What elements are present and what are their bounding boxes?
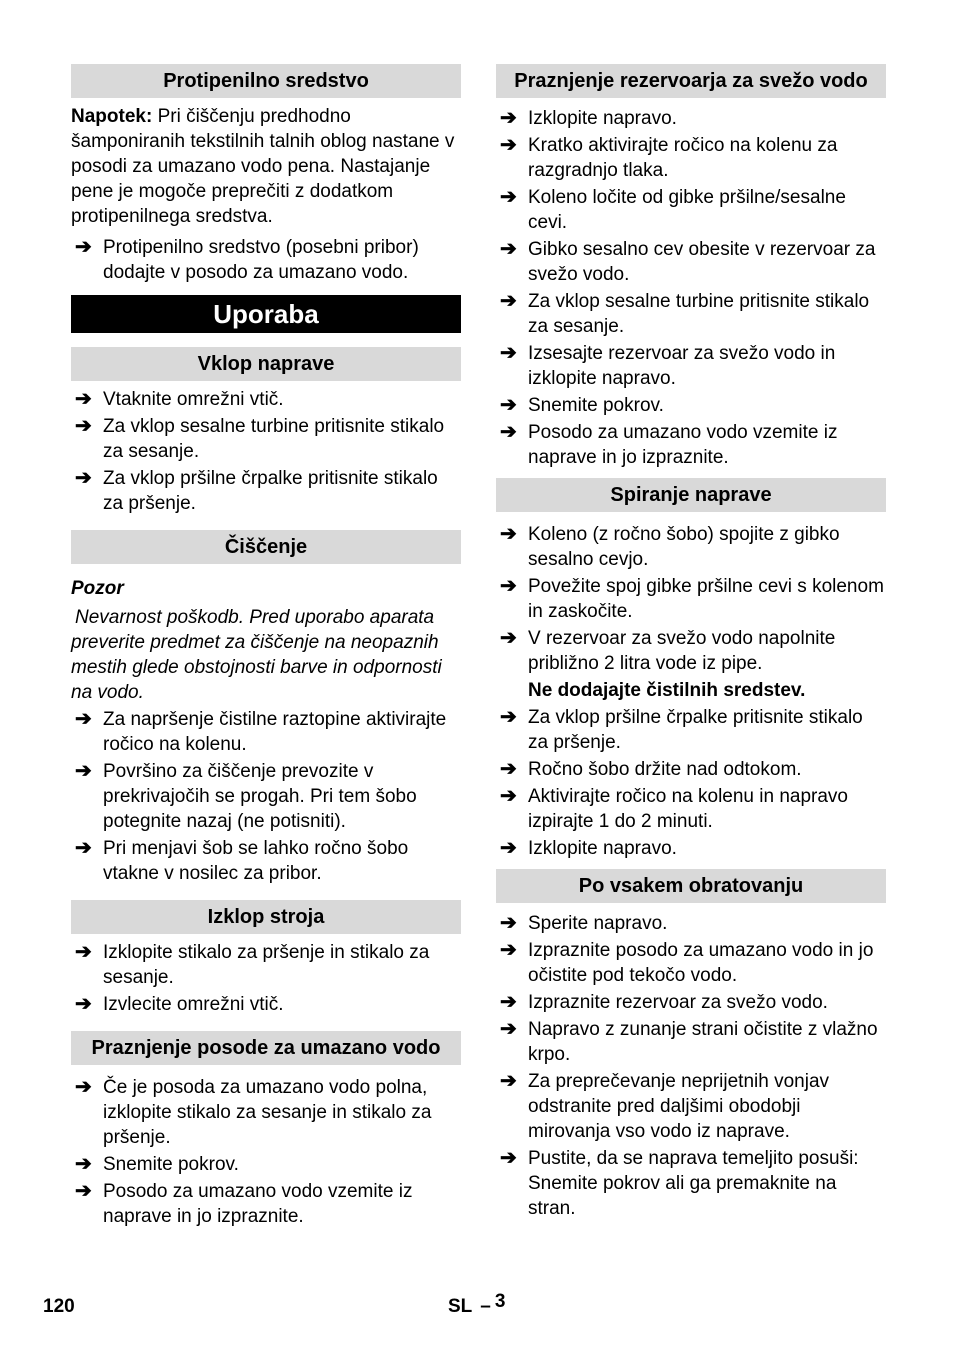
step-item (496, 133, 886, 183)
step-text: Posodo za umazano vodo vzemite iz naprave in jo izpraznite. (528, 422, 838, 468)
footer-dash: – (480, 1296, 491, 1317)
step-item (71, 992, 461, 1017)
arrow-right-icon: ➔ (500, 706, 517, 728)
step-item (496, 1069, 886, 1144)
arrow-right-icon: ➔ (500, 523, 517, 545)
section-heading: Vklop naprave (71, 347, 461, 381)
note-paragraph (71, 104, 461, 229)
step-item (496, 626, 886, 676)
arrow-right-icon: ➔ (500, 394, 517, 416)
arrow-right-icon: ➔ (75, 236, 92, 258)
step-list (496, 522, 886, 676)
arrow-right-icon: ➔ (500, 575, 517, 597)
step-item (71, 707, 461, 757)
section-heading: Izklop stroja (71, 900, 461, 934)
arrow-right-icon: ➔ (75, 708, 92, 730)
step-item (496, 185, 886, 235)
step-text: Protipenilno sredstvo (posebni pribor) dodajte v posodo za umazano vodo. (103, 237, 419, 283)
step-text: Izpraznite posodo za umazano vodo in jo očistite pod tekočo vodo. (528, 940, 874, 986)
step-text: Za vklop pršilne črpalke pritisnite stikalo za pršenje. (103, 468, 438, 514)
section-heading: Čiščenje (71, 530, 461, 564)
step-item (496, 522, 886, 572)
step-item (71, 836, 461, 886)
section-switch-on (71, 347, 461, 516)
arrow-right-icon: ➔ (500, 627, 517, 649)
section-switch-off (71, 900, 461, 1017)
left-column (71, 64, 461, 1231)
arrow-right-icon: ➔ (500, 939, 517, 961)
step-text: Za vklop pršilne črpalke pritisnite stikalo za pršenje. (528, 707, 863, 753)
chapter-heading: Uporaba (71, 295, 461, 333)
step-text: Snemite pokrov. (103, 1154, 239, 1175)
step-item (496, 289, 886, 339)
step-list (496, 911, 886, 1221)
section-heading: Praznjenje posode za umazano vodo (71, 1031, 461, 1065)
step-text: V rezervoar za svežo vodo napolnite približno 2 litra vode iz pipe. (528, 628, 836, 674)
step-item (496, 757, 886, 782)
note-label: Napotek: (71, 106, 153, 127)
arrow-right-icon: ➔ (75, 760, 92, 782)
step-text: Če je posoda za umazano vodo polna, izklopite stikalo za sesanje in stikalo za pršenje. (103, 1077, 432, 1148)
section-heading: Protipenilno sredstvo (71, 64, 461, 98)
section-heading: Praznjenje rezervoarja za svežo vodo (496, 64, 886, 98)
step-item (496, 574, 886, 624)
section-heading: Spiranje naprave (496, 478, 886, 512)
step-text: Za napršenje čistilne raztopine aktivirajte ročico na kolenu. (103, 709, 447, 755)
step-text: Koleno (z ročno šobo) spojite z gibko sesalno cevjo. (528, 524, 840, 570)
arrow-right-icon: ➔ (500, 1070, 517, 1092)
step-item (71, 1152, 461, 1177)
section-empty-dirty-water (71, 1031, 461, 1229)
section-page-number: 3 (494, 1291, 506, 1312)
arrow-right-icon: ➔ (500, 342, 517, 364)
step-text: Izsesajte rezervoar za svežo vodo in izklopite napravo. (528, 343, 836, 389)
step-text: Napravo z zunanje strani očistite z vlažno krpo. (528, 1019, 878, 1065)
step-item (71, 1179, 461, 1229)
arrow-right-icon: ➔ (500, 238, 517, 260)
step-text: Izklopite napravo. (528, 838, 677, 859)
step-text: Koleno ločite od gibke pršilne/sesalne cevi. (528, 187, 846, 233)
step-text: Kratko aktivirajte ročico na kolenu za razgradnjo tlaka. (528, 135, 838, 181)
step-text: Izklopite stikalo za pršenje in stikalo za sesanje. (103, 942, 430, 988)
arrow-right-icon: ➔ (75, 1076, 92, 1098)
step-text: Za preprečevanje neprijetnih vonjav odstranite pred daljšimi obodobji mirovanja vso vodo iz naprave. (528, 1071, 830, 1142)
step-item (71, 759, 461, 834)
arrow-right-icon: ➔ (500, 912, 517, 934)
arrow-right-icon: ➔ (500, 785, 517, 807)
step-item (496, 911, 886, 936)
step-text: Izklopite napravo. (528, 108, 677, 129)
arrow-right-icon: ➔ (75, 388, 92, 410)
step-text: Pustite, da se naprava temeljito posuši: Snemite pokrov ali ga premaknite na stran. (528, 1148, 859, 1219)
step-list (71, 940, 461, 1017)
arrow-right-icon: ➔ (500, 991, 517, 1013)
step-item (496, 420, 886, 470)
step-item (496, 1146, 886, 1221)
section-after-use (496, 869, 886, 1221)
arrow-right-icon: ➔ (75, 1180, 92, 1202)
step-item (496, 341, 886, 391)
arrow-right-icon: ➔ (500, 107, 517, 129)
arrow-right-icon: ➔ (500, 134, 517, 156)
step-text: Gibko sesalno cev obesite v rezervoar za svežo vodo. (528, 239, 876, 285)
section-heading: Po vsakem obratovanju (496, 869, 886, 903)
language-code: SL (448, 1296, 473, 1317)
arrow-right-icon: ➔ (500, 1018, 517, 1040)
step-text: Vtaknite omrežni vtič. (103, 389, 284, 410)
page-number: 120 (43, 1296, 75, 1317)
step-list (71, 387, 461, 516)
step-list (71, 235, 461, 285)
arrow-right-icon: ➔ (500, 186, 517, 208)
arrow-right-icon: ➔ (500, 421, 517, 443)
step-text: Za vklop sesalne turbine pritisnite stikalo za sesanje. (528, 291, 870, 337)
step-text: Snemite pokrov. (528, 395, 664, 416)
caution-label: Pozor (71, 578, 124, 599)
caution-text: Nevarnost poškodb. Pred uporabo aparata preverite predmet za čiščenje na neopaznih mestih glede obstojnosti barve in odpornosti na vodo. (71, 607, 442, 703)
section-rinse (496, 478, 886, 861)
step-text: Aktivirajte ročico na kolenu in napravo izpirajte 1 do 2 minuti. (528, 786, 849, 832)
step-text: Pri menjavi šob se lahko ročno šobo vtakne v nosilec za pribor. (103, 838, 409, 884)
arrow-right-icon: ➔ (500, 758, 517, 780)
step-item (496, 393, 886, 418)
section-cleaning (71, 530, 461, 886)
section-empty-fresh-water (496, 64, 886, 470)
step-item (496, 990, 886, 1015)
step-item (496, 836, 886, 861)
step-text: Izvlecite omrežni vtič. (103, 994, 284, 1015)
step-item (496, 1017, 886, 1067)
step-item (71, 1075, 461, 1150)
step-list (496, 106, 886, 470)
arrow-right-icon: ➔ (500, 1147, 517, 1169)
arrow-right-icon: ➔ (500, 290, 517, 312)
step-list (71, 707, 461, 886)
step-text: Izpraznite rezervoar za svežo vodo. (528, 992, 828, 1013)
bold-note: Ne dodajajte čistilnih sredstev. (528, 680, 806, 701)
arrow-right-icon: ➔ (500, 837, 517, 859)
note-text: Pri čiščenju predhodno šamponiranih tekstilnih talnih oblog nastane v posodi za umazano vodo pena. Nastajanje pene je mogoče preprečiti z dodatkom protipenilnega sredstva. (71, 106, 455, 227)
arrow-right-icon: ➔ (75, 415, 92, 437)
step-text: Površino za čiščenje prevozite v prekrivajočih se progah. Pri tem šobo potegnite nazaj (ne potisniti). (103, 761, 417, 832)
step-text: Posodo za umazano vodo vzemite iz naprave in jo izpraznite. (103, 1181, 413, 1227)
arrow-right-icon: ➔ (75, 467, 92, 489)
footer-language (448, 1291, 506, 1318)
step-item (496, 784, 886, 834)
step-text: Za vklop sesalne turbine pritisnite stikalo za sesanje. (103, 416, 445, 462)
arrow-right-icon: ➔ (75, 941, 92, 963)
step-item (496, 938, 886, 988)
step-item (496, 106, 886, 131)
step-item (71, 235, 461, 285)
step-item (71, 387, 461, 412)
step-list (496, 705, 886, 861)
arrow-right-icon: ➔ (75, 1153, 92, 1175)
arrow-right-icon: ➔ (75, 837, 92, 859)
arrow-right-icon: ➔ (75, 993, 92, 1015)
step-text: Sperite napravo. (528, 913, 668, 934)
right-column (496, 64, 886, 1223)
step-item (71, 414, 461, 464)
step-item (71, 466, 461, 516)
step-item (496, 705, 886, 755)
section-antifoam (71, 64, 461, 285)
step-item (496, 237, 886, 287)
step-item (71, 940, 461, 990)
step-list (71, 1075, 461, 1229)
step-text: Povežite spoj gibke pršilne cevi s kolenom in zaskočite. (528, 576, 884, 622)
step-text: Ročno šobo držite nad odtokom. (528, 759, 802, 780)
